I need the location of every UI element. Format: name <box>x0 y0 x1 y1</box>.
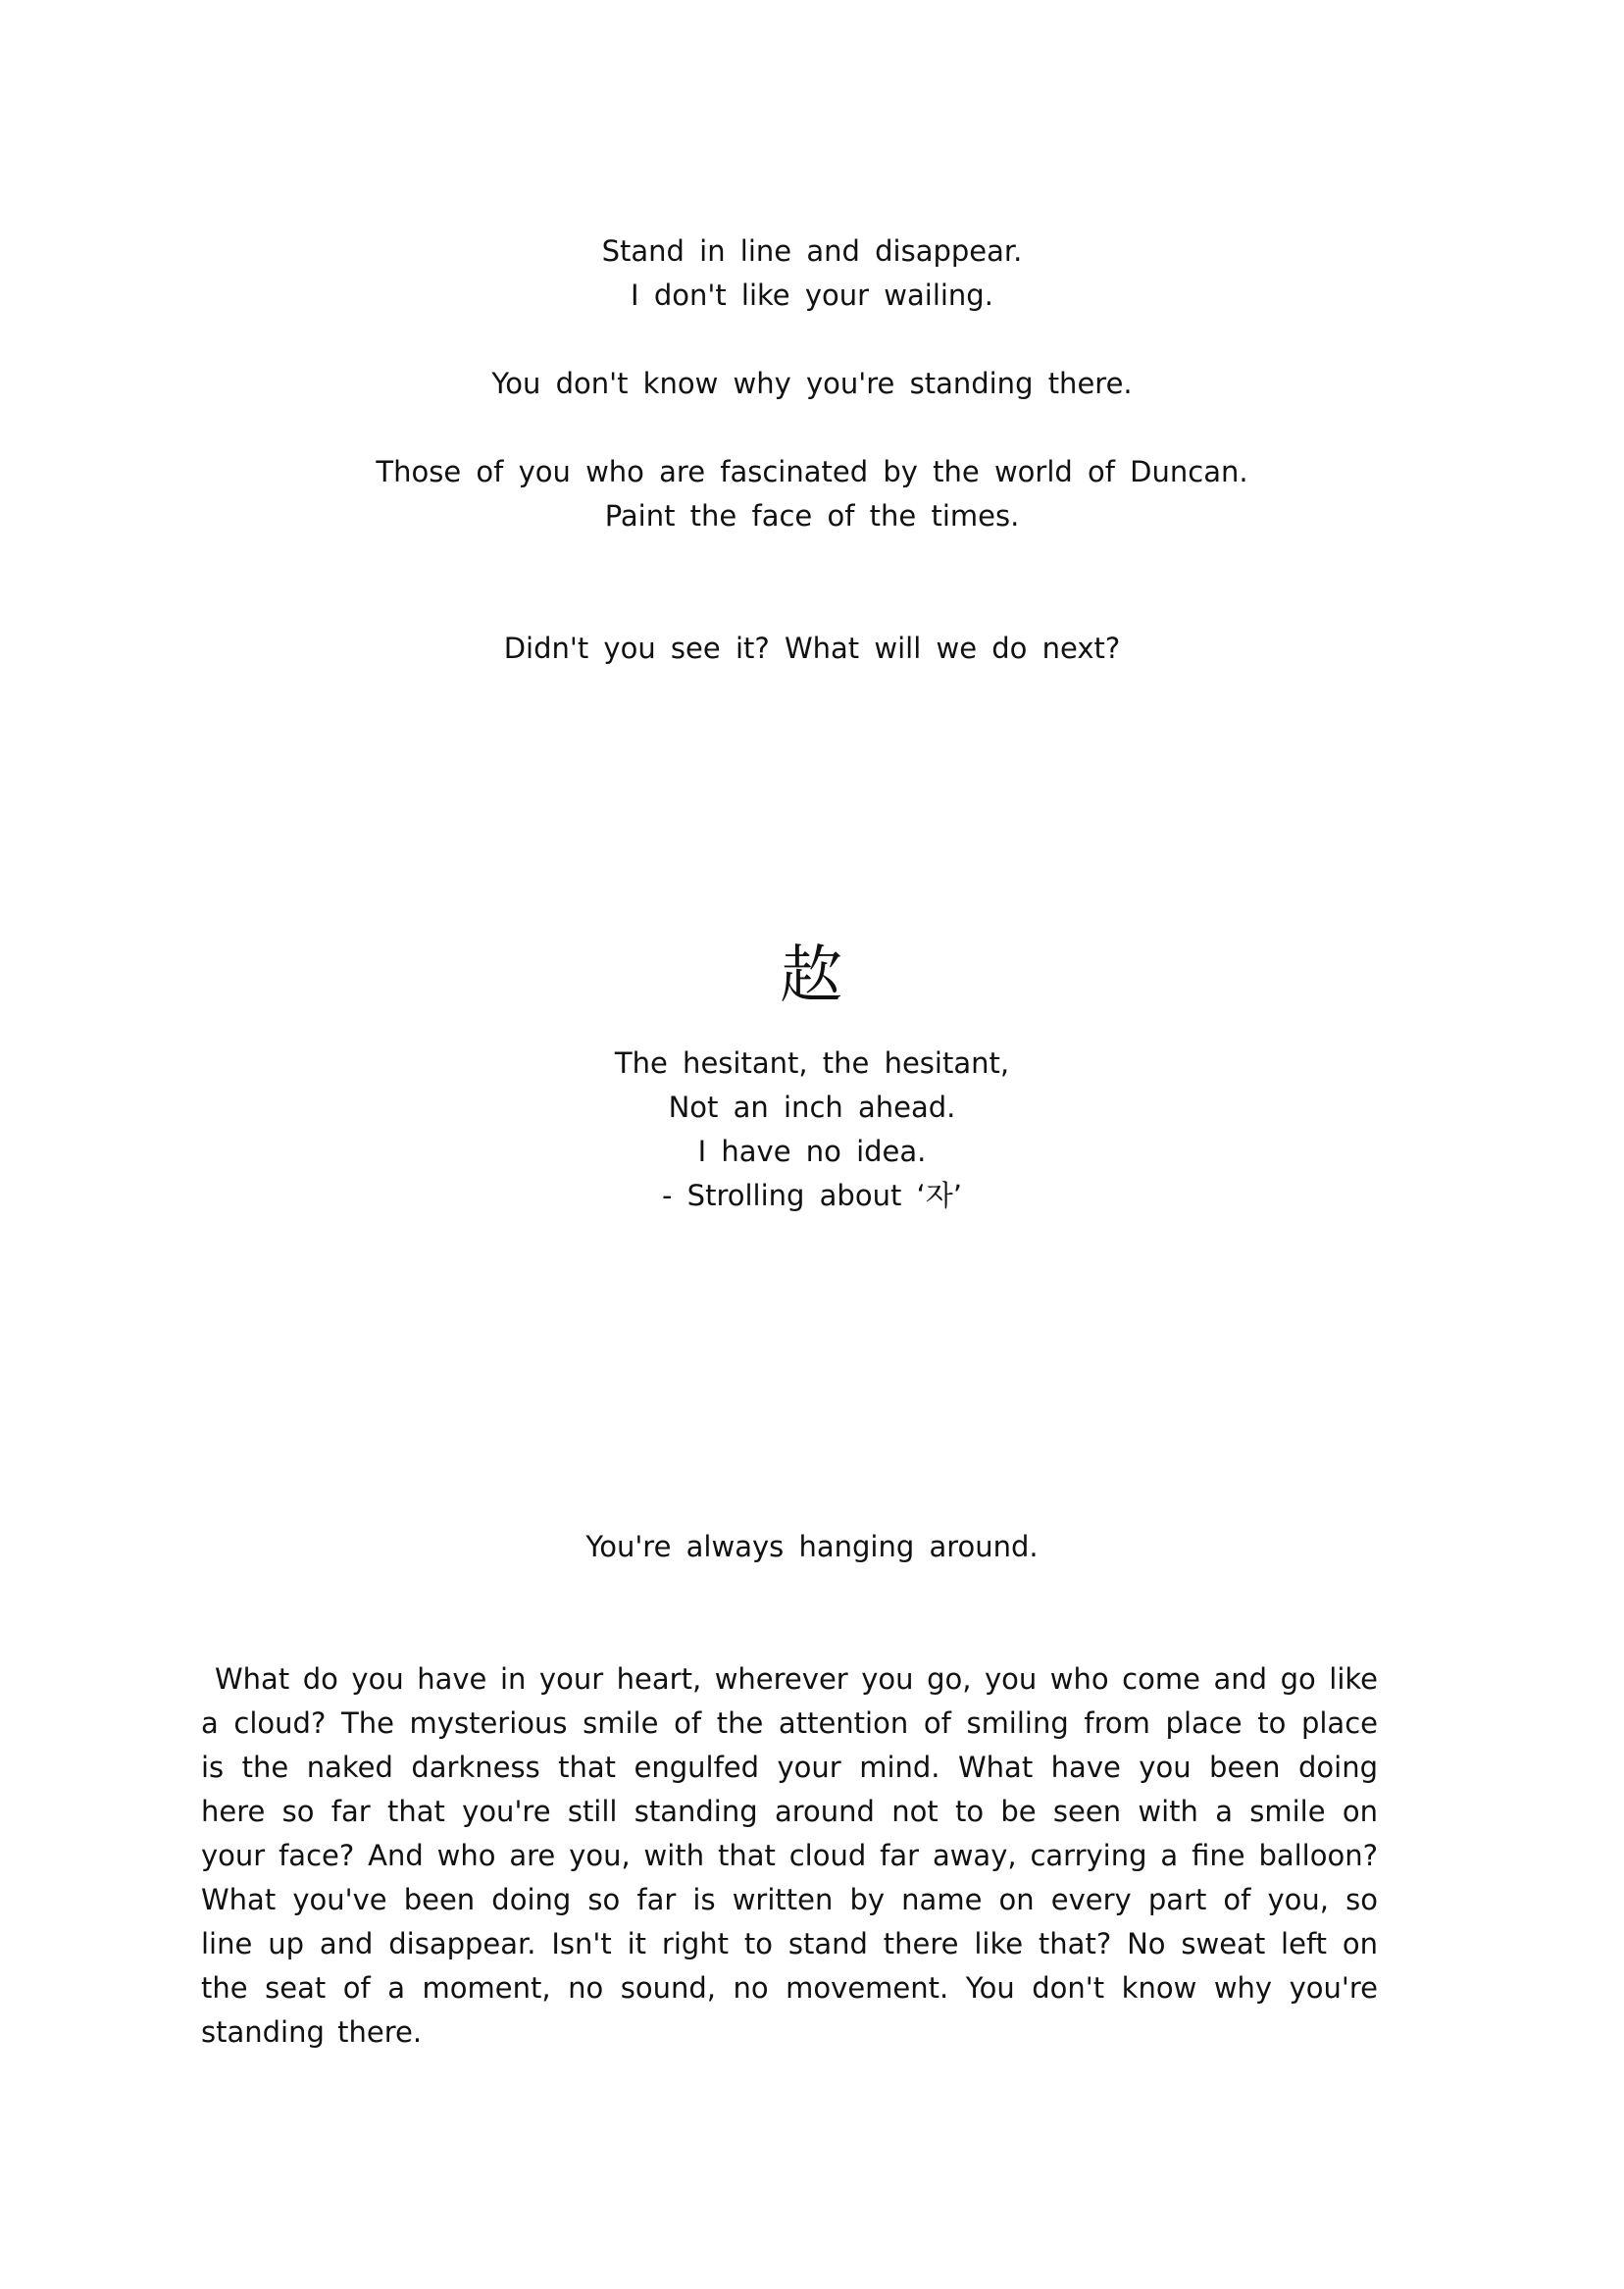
chinese-character: 赼 <box>781 940 843 1012</box>
prose-paragraph: What do you have in your heart, wherever you go, you who come and go like a cloud? The mysterious smile of the attention of smiling from place to place is the naked darkness that engulfed your mind. What have you been doing here so far that you're still standing around not to be seen with a smile on your face? And who are you, with that cloud far away, carrying a fine balloon? What you've been doing so far is written by name on every part of you, so line up and disappear. Isn't it right to stand there like that? No sweat left on the seat of a moment, no sound, no movement. You don't know why you're standing there. <box>201 1662 1378 2049</box>
verse-line-4: Those of you who are fascinated by the world of Duncan. <box>376 455 1248 488</box>
verse-line-2: I don't like your wailing. <box>631 279 993 312</box>
verse-line-6: Didn't you see it? What will we do next? <box>503 632 1121 665</box>
verse3-line-1: You're always hanging around. <box>585 1530 1039 1563</box>
verse-line-5: Paint the face of the times. <box>604 499 1020 533</box>
verse2-line-1: The hesitant, the hesitant, <box>614 1046 1010 1080</box>
verse2-line-3: I have no idea. <box>697 1135 927 1168</box>
verse-line-3: You don't know why you're standing there. <box>491 367 1133 400</box>
verse-line-1: Stand in line and disappear. <box>601 234 1023 268</box>
verse2-line-2: Not an inch ahead. <box>668 1091 956 1124</box>
verse2-line-4: - Strolling about ‘자’ <box>661 1179 962 1212</box>
